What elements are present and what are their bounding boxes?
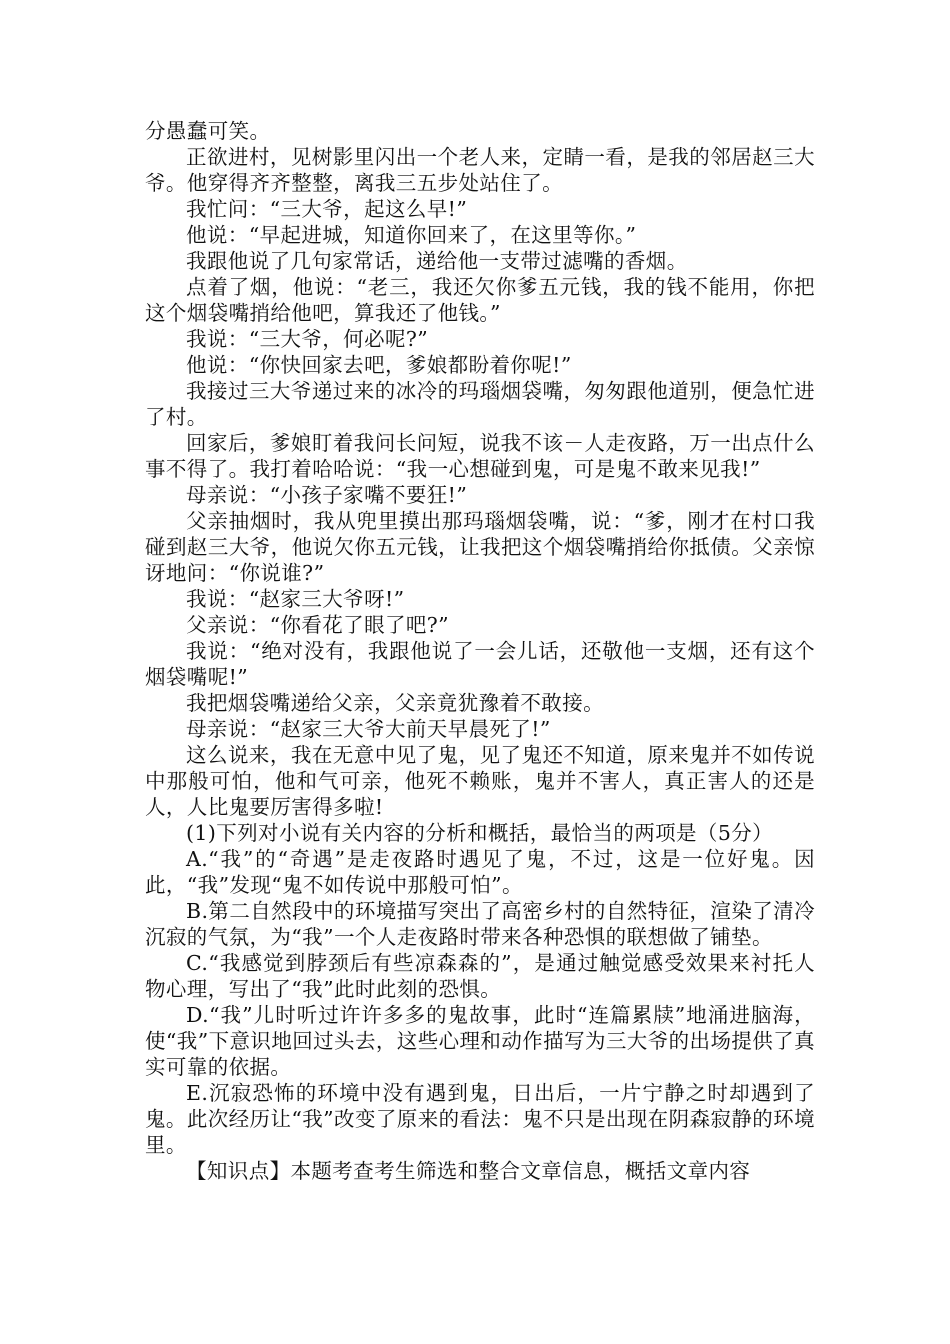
paragraph-dialogue: 母亲说：“赵家三大爷大前天早晨死了!” bbox=[186, 717, 551, 741]
paragraph-continuation: 分愚蠢可笑。 bbox=[145, 119, 271, 143]
question-stem: (1)下列对小说有关内容的分析和概括，最恰当的两项是（5分） bbox=[186, 821, 774, 845]
paragraph-narration: 回家后，爹娘盯着我问长问短，说我不该－人走夜路，万一出点什么事不得了。我打着哈哈说：“我一心想碰到鬼，可是鬼不敢来见我!” bbox=[145, 431, 815, 481]
option-b: B.第二自然段中的环境描写突出了高密乡村的自然特征，渲染了清冷沉寂的气氛，为“我”一个人走夜路时带来各种恐惧的联想做了铺垫。 bbox=[145, 899, 815, 949]
option-c: C.“我感觉到脖颈后有些凉森森的”，是通过触觉感受效果来衬托人物心理，写出了“我”此时此刻的恐惧。 bbox=[145, 951, 815, 1001]
paragraph-narration: 我接过三大爷递过来的冰冷的玛瑙烟袋嘴，匆匆跟他道别，便急忙进了村。 bbox=[145, 379, 815, 429]
option-d: D.“我”儿时听过许许多多的鬼故事，此时“连篇累牍”地涌进脑海，使“我”下意识地回过头去，这些心理和动作描写为三大爷的出场提供了真实可靠的依据。 bbox=[145, 1003, 815, 1079]
paragraph-dialogue: 母亲说：“小孩子家嘴不要狂!” bbox=[186, 483, 468, 507]
knowledge-point: 【知识点】本题考查考生筛选和整合文章信息，概括文章内容 bbox=[186, 1159, 751, 1183]
paragraph-dialogue: 我说：“三大爷，何必呢?” bbox=[186, 327, 429, 351]
story-text bbox=[145, 118, 815, 1184]
paragraph-dialogue: 我说：“绝对没有，我跟他说了一会儿话，还敬他一支烟，还有这个烟袋嘴呢!” bbox=[145, 639, 815, 689]
option-e: E.沉寂恐怖的环境中没有遇到鬼，日出后，一片宁静之时却遇到了鬼。此次经历让“我”改变了原来的看法：鬼不只是出现在阴森寂静的环境里。 bbox=[145, 1081, 815, 1157]
paragraph-dialogue: 他说：“你快回家去吧，爹娘都盼着你呢!” bbox=[186, 353, 572, 377]
paragraph-dialogue: 父亲说：“你看花了眼了吧?” bbox=[186, 613, 450, 637]
paragraph-narration: 父亲抽烟时，我从兜里摸出那玛瑙烟袋嘴，说：“爹，刚才在村口我碰到赵三大爷，他说欠你五元钱，让我把这个烟袋嘴捎给你抵债。父亲惊讶地问：“你说谁?” bbox=[145, 509, 815, 585]
paragraph-meet-neighbor: 正欲进村，见树影里闪出一个老人来，定睛一看，是我的邻居赵三大爷。他穿得齐齐整整，离我三五步处站住了。 bbox=[145, 145, 815, 195]
paragraph-dialogue: 我说：“赵家三大爷呀!” bbox=[186, 587, 405, 611]
option-a: A.“我”的“奇遇”是走夜路时遇见了鬼，不过，这是一位好鬼。因此，“我”发现“鬼不如传说中那般可怕”。 bbox=[145, 847, 815, 897]
paragraph-dialogue: 他说：“早起进城，知道你回来了，在这里等你。” bbox=[186, 223, 637, 247]
paragraph-dialogue: 我忙问：“三大爷，起这么早!” bbox=[186, 197, 468, 221]
paragraph-conclusion: 这么说来，我在无意中见了鬼，见了鬼还不知道，原来鬼并不如传说中那般可怕，他和气可亲，他死不赖账，鬼并不害人，真正害人的还是人，人比鬼要厉害得多啦! bbox=[145, 743, 815, 819]
paragraph-narration: 我跟他说了几句家常话，递给他一支带过滤嘴的香烟。 bbox=[186, 249, 688, 273]
paragraph-narration: 我把烟袋嘴递给父亲，父亲竟犹豫着不敢接。 bbox=[186, 691, 604, 715]
paragraph-dialogue: 点着了烟，他说：“老三，我还欠你爹五元钱，我的钱不能用，你把这个烟袋嘴捎给他吧，算我还了他钱。” bbox=[145, 275, 815, 325]
